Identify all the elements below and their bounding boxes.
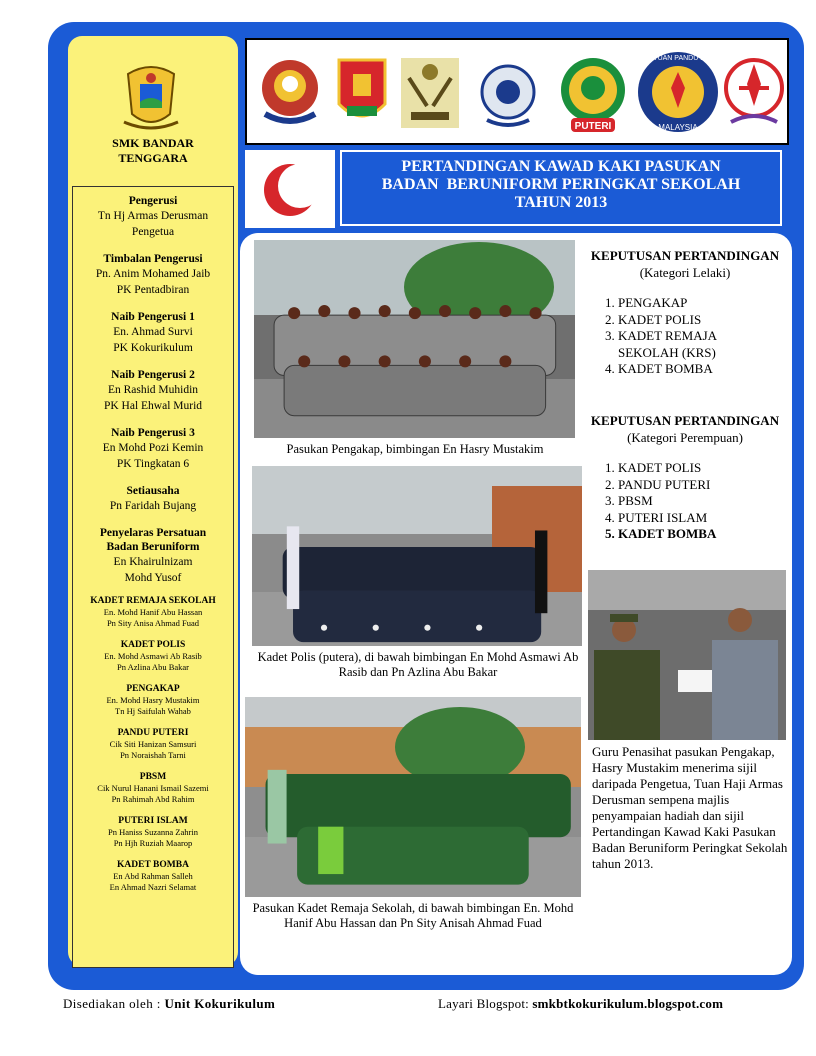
- results-heading: KEPUTUSAN PERTANDINGAN: [590, 248, 780, 263]
- unit-title: PUTERI ISLAM: [118, 816, 188, 826]
- unit-name: En Abd Rahman Salleh: [113, 871, 193, 881]
- logo-bar: [245, 38, 789, 145]
- result-item: 2. PANDU PUTERI: [618, 477, 780, 494]
- unit-title: PANDU PUTERI: [117, 728, 189, 738]
- roster-title: Penyelaras Persatuan Badan Beruniform: [99, 527, 207, 553]
- result-item: 4. KADET BOMBA: [618, 361, 780, 378]
- committee-roster: [72, 186, 234, 968]
- pandu-puteri-logo-icon: [630, 48, 726, 136]
- roster-title: Naib Pengerusi 3: [111, 427, 195, 439]
- roster-name: Mohd Yusof: [124, 572, 182, 584]
- roster-name: PK Hal Ehwal Murid: [103, 400, 203, 412]
- polis-logo-icon: [475, 48, 541, 136]
- roster-title: Timbalan Pengerusi: [103, 253, 203, 265]
- result-item: 1. PENGAKAP: [618, 295, 780, 312]
- roster-title: Pengerusi: [128, 195, 178, 207]
- unit-title: PBSM: [139, 772, 167, 782]
- footer-prepared-value: Unit Kokurikulum: [164, 996, 276, 1011]
- guru-caption: Guru Penasihat pasukan Pengakap, Hasry Mustakim menerima sijil daripada Pengetua, Tuan Haji Armas Derusman sempena majlis penyampaian hadiah dan sijil Pertandingan Kawad Kaki Pasukan Badan Beruniform Peringkat Sekolah tahun 2013.: [592, 744, 788, 871]
- unit-name: Pn Azlina Abu Bakar: [116, 661, 189, 672]
- photo-krs: [245, 697, 581, 897]
- result-item: 4. PUTERI ISLAM: [618, 510, 780, 527]
- unit-name: Pn Noraishah Tarni: [120, 749, 186, 760]
- roster-name: Tn Hj Armas Derusman: [97, 210, 209, 222]
- certificate-handover-icon: [588, 570, 786, 740]
- photo-kadet-polis: [252, 466, 582, 646]
- roster-name: Pn. Anim Mohamed Jaib: [95, 268, 211, 280]
- photo-certificate-presentation: [588, 570, 786, 740]
- unit-name: Cik Nurul Hanani Ismail Sazemi: [97, 783, 209, 793]
- bomba-logo-icon: [257, 48, 323, 136]
- page-title: [340, 150, 782, 226]
- unit-name: Pn Sity Anisa Ahmad Fuad: [106, 617, 200, 628]
- roster-item: [73, 526, 233, 586]
- unit-item: [73, 816, 233, 848]
- footer-prepared: [63, 996, 275, 1012]
- roster-title: Naib Pengerusi 1: [111, 311, 195, 323]
- result-item: 3. KADET REMAJA SEKOLAH (KRS): [618, 328, 780, 361]
- photo-pengakap: [254, 240, 575, 438]
- unit-item: [73, 640, 233, 672]
- unit-item: [73, 684, 233, 716]
- title-line3: TAHUN 2013: [514, 194, 608, 211]
- unit-item: [73, 728, 233, 760]
- results-category: (Kategori Lelaki): [639, 264, 731, 280]
- puteri-islam-logo-icon: [557, 48, 629, 136]
- roster-item: [73, 484, 233, 514]
- roster-title: Setiausaha: [126, 485, 180, 497]
- sidebar: [68, 36, 238, 966]
- red-crescent-box: [245, 150, 335, 228]
- kadet-polis-logo-icon: [329, 48, 395, 136]
- roster-item: [73, 368, 233, 414]
- pengakap-logo-icon: [721, 48, 787, 136]
- roster-name: PK Tingkatan 6: [116, 458, 190, 470]
- unit-title: PENGAKAP: [126, 684, 180, 694]
- title-line1: PERTANDINGAN KAWAD KAKI PASUKAN: [401, 158, 721, 175]
- footer-prepared-label: Disediakan oleh :: [63, 996, 161, 1011]
- result-item: 2. KADET POLIS: [618, 312, 780, 329]
- roster-name: Pn Faridah Bujang: [109, 500, 197, 512]
- unit-name: En. Mohd Asmawi Ab Rasib: [104, 651, 202, 661]
- krs-logo-icon: [397, 48, 463, 136]
- unit-name: En. Mohd Hanif Abu Hassan: [103, 607, 203, 617]
- roster-name: En. Ahmad Survi: [113, 326, 193, 338]
- unit-title: KADET BOMBA: [117, 860, 189, 870]
- results-heading: KEPUTUSAN PERTANDINGAN: [590, 413, 780, 428]
- results-list: [590, 460, 780, 543]
- roster-name: PK Kokurikulum: [113, 342, 193, 354]
- unit-item: [73, 860, 233, 892]
- results-female: [590, 413, 780, 543]
- roster-item: [73, 252, 233, 298]
- unit-name: Tn Hj Saifulah Wahab: [115, 705, 191, 716]
- unit-name: En. Mohd Hasry Mustakim: [106, 695, 200, 705]
- unit-name: Pn Rahimah Abd Rahim: [111, 793, 195, 804]
- unit-item: [73, 772, 233, 804]
- unit-title: KADET POLIS: [120, 640, 186, 650]
- unit-name: Cik Siti Hanizan Samsuri: [109, 739, 197, 749]
- school-crest-icon: [118, 64, 184, 134]
- photo-caption-2: Kadet Polis (putera), di bawah bimbingan En Mohd Asmawi Ab Rasib dan Pn Azlina Abu Bakar: [257, 650, 579, 679]
- title-line2: BADAN BERUNIFORM PERINGKAT SEKOLAH: [381, 176, 741, 193]
- roster-item: [73, 426, 233, 472]
- footer-blog-label: Layari Blogspot:: [438, 996, 529, 1011]
- photo-caption-1: Pasukan Pengakap, bimbingan En Hasry Mustakim: [286, 442, 544, 456]
- unit-title: KADET REMAJA SEKOLAH: [90, 596, 216, 606]
- unit-item: [73, 596, 233, 628]
- results-list: [590, 295, 780, 378]
- footer-blog-link[interactable]: smkbtkokurikulum.blogspot.com: [532, 996, 724, 1011]
- results-male: [590, 248, 780, 378]
- school-name-line2: TENGGARA: [118, 151, 188, 165]
- result-item: 5. KADET BOMBA: [618, 526, 780, 543]
- red-crescent-icon: [245, 150, 335, 228]
- roster-name: Pengetua: [131, 226, 175, 238]
- roster-item: [73, 194, 233, 240]
- police-cadets-group-icon: [262, 516, 572, 650]
- unit-name: Pn Haniss Suzanna Zahrin: [108, 827, 198, 837]
- school-name: [68, 136, 238, 166]
- roster-name: En Khairulnizam: [113, 556, 193, 568]
- roster-name: PK Pentadbiran: [116, 284, 190, 296]
- roster-name: En Rashid Muhidin: [107, 384, 199, 396]
- photo-caption-3: Pasukan Kadet Remaja Sekolah, di bawah bimbingan En. Mohd Hanif Abu Hassan dan Pn Sity Anisah Ahmad Fuad: [252, 901, 574, 930]
- unit-name: Pn Hjh Ruziah Maarop: [113, 837, 193, 848]
- roster-name: En Mohd Pozi Kemin: [102, 442, 204, 454]
- results-category: (Kategori Perempuan): [627, 429, 743, 445]
- pandu-puteri-label: PERSATUAN PANDU PUTERI: [630, 55, 726, 62]
- krs-group-icon: [255, 753, 571, 890]
- result-item: 1. KADET POLIS: [618, 460, 780, 477]
- malaysia-label: MALAYSIA: [658, 123, 698, 132]
- roster-item: [73, 310, 233, 356]
- school-name-line1: SMK BANDAR: [112, 136, 194, 150]
- result-item: 3. PBSM: [618, 493, 780, 510]
- puteri-label: PUTERI: [574, 121, 612, 132]
- roster-title: Naib Pengerusi 2: [111, 369, 195, 381]
- scouts-group-icon: [264, 295, 566, 426]
- footer-blog: [438, 996, 723, 1012]
- unit-name: En Ahmad Nazri Selamat: [109, 881, 197, 892]
